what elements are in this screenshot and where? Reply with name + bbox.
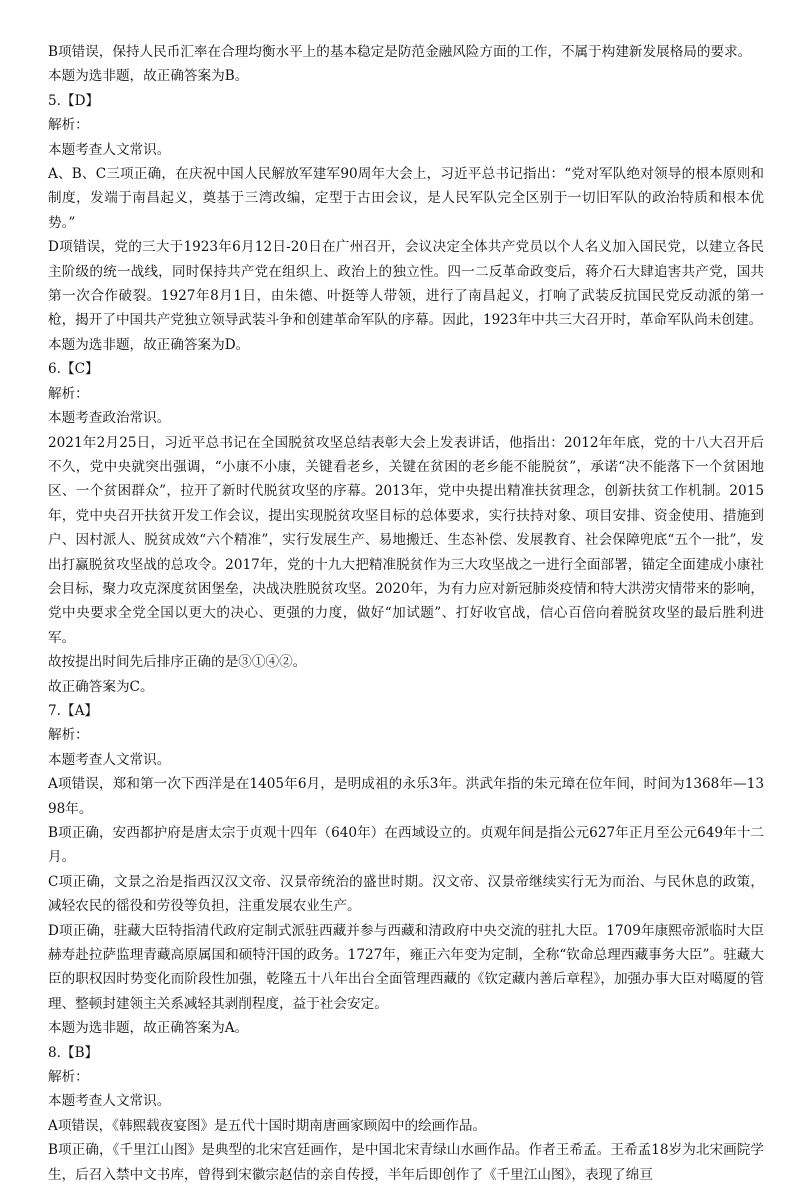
paragraph: B项正确，安西都护府是唐太宗于贞观十四年（640年）在西域设立的。贞观年间是指公元627年正月至公元649年十二月。: [48, 825, 764, 866]
question-number: 8.【B】: [48, 1044, 99, 1061]
paragraph: 本题考查政治常识。: [48, 410, 171, 427]
question-number: 5.【D】: [48, 92, 100, 109]
analysis-label: 解析：: [48, 727, 89, 744]
analysis-label: 解析：: [48, 1069, 89, 1086]
paragraph: C项正确，文景之治是指西汉汉文帝、汉景帝统治的盛世时期。汉文帝、汉景帝继续实行无为而治、与民休息的政策，减轻农民的徭役和劳役等负担，注重发展农业生产。: [48, 873, 764, 915]
question-number: 7.【A】: [48, 702, 98, 719]
paragraph: D项正确，驻藏大臣特指清代政府定制式派驻西藏并参与西藏和清政府中央交流的驻扎大臣。1709年康熙帝派临时大臣赫寿赴拉萨监理青藏高原属国和硕特汗国的政务。1727年，雍正六年变为定制，全称“钦命总理西藏事务大臣”。驻藏大臣的职权因时势变化而阶段性加强，乾隆五十八年出台全面管理西藏的《钦定藏内善后章程》，加强办事大臣对噶厦的管理、整顿封建领主关系减轻其剥削程度，益于社会安定。: [48, 922, 764, 1012]
paragraph: B项正确，《千里江山图》是典型的北宋宫廷画作，是中国北宋青绿山水画作品。作者王希孟。王希孟18岁为北宋画院学生，后召入禁中文书库，曾得到宋徽宗赵佶的亲自传授，半年后即创作了《千里江山图》，表现了绵亘: [48, 1142, 764, 1183]
paragraph: 本题为选非题，故正确答案为B。: [48, 68, 249, 85]
paragraph: 本题考查人文常识。: [48, 751, 171, 768]
analysis-label: 解析：: [48, 117, 89, 134]
analysis-label: 解析：: [48, 385, 89, 402]
paragraph: 本题为选非题，故正确答案为D。: [48, 336, 250, 353]
paragraph: 故正确答案为C。: [48, 678, 154, 695]
paragraph: 本题为选非题，故正确答案为A。: [48, 1020, 249, 1037]
paragraph: D项错误，党的三大于1923年6月12日-20日在广州召开，会议决定全体共产党员以个人名义加入国民党，以建立各民主阶级的统一战线，同时保持共产党在组织上、政治上的独立性。四一二反革命政变后，蒋介石大肆追害共产党，国共第一次合作破裂。1927年8月1日，由朱德、叶挺等人带领，进行了南昌起义，打响了武装反抗国民党反动派的第一枪，揭开了中国共产党独立领导武装斗争和创建革命军队的序幕。因此，1923年中共三大召开时，革命军队尚未创建。: [48, 239, 764, 329]
paragraph: A项错误，郑和第一次下西洋是在1405年6月，是明成祖的永乐3年。洪武年指的朱元璋在位年间，时间为1368年—1398年。: [48, 776, 764, 817]
paragraph: 本题考查人文常识。: [48, 141, 171, 158]
paragraph: B项错误，保持人民币汇率在合理均衡水平上的基本稳定是防范金融风险方面的工作，不属于构建新发展格局的要求。: [48, 44, 752, 60]
paragraph: 本题考查人文常识。: [48, 1093, 171, 1110]
question-number: 6.【C】: [48, 361, 99, 378]
paragraph: A项错误，《韩熙载夜宴图》是五代十国时期南唐画家顾闳中的绘画作品。: [48, 1117, 487, 1134]
paragraph: 2021年2月25日，习近平总书记在全国脱贫攻坚总结表彰大会上发表讲话，他指出：2012年年底，党的十八大召开后不久，党中央就突出强调，“小康不小康，关键看老乡，关键在贫困的老乡能不能脱贫”，承诺“决不能落下一个贫困地区、一个贫困群众”，拉开了新时代脱贫攻坚的序幕。2013年，党中央提出精准扶贫理念，创新扶贫工作机制。2015年，党中央召开扶贫开发工作会议，提出实现脱贫攻坚目标的总体要求，实行扶持对象、项目安排、资金使用、措施到户、因村派人、脱贫成效“六个精准”，实行发展生产、易地搬迁、生态补偿、发展教育、社会保障兜底“五个一批”，发出打赢脱贫攻坚战的总攻令。2017年，党的十九大把精准脱贫作为三大攻坚战之一进行全面部署，锚定全面建成小康社会目标，聚力攻克深度贫困堡垒，决战决胜脱贫攻坚。2020年，为有力应对新冠肺炎疫情和特大洪涝灾情带来的影响，党中央要求全党全国以更大的决心、更强的力度，做好“加试题”、打好收官战，信心百倍向着脱贫攻坚的最后胜利进军。: [48, 434, 764, 646]
paragraph: 故按提出时间先后排序正确的是③①④②。: [48, 654, 307, 671]
paragraph: A、B、C三项正确，在庆祝中国人民解放军建军90周年大会上，习近平总书记指出：“党对军队绝对领导的根本原则和制度，发端于南昌起义，奠基于三湾改编，定型于古田会议，是人民军队完全区别于一切旧军队的政治特质和根本优势。”: [48, 166, 764, 231]
